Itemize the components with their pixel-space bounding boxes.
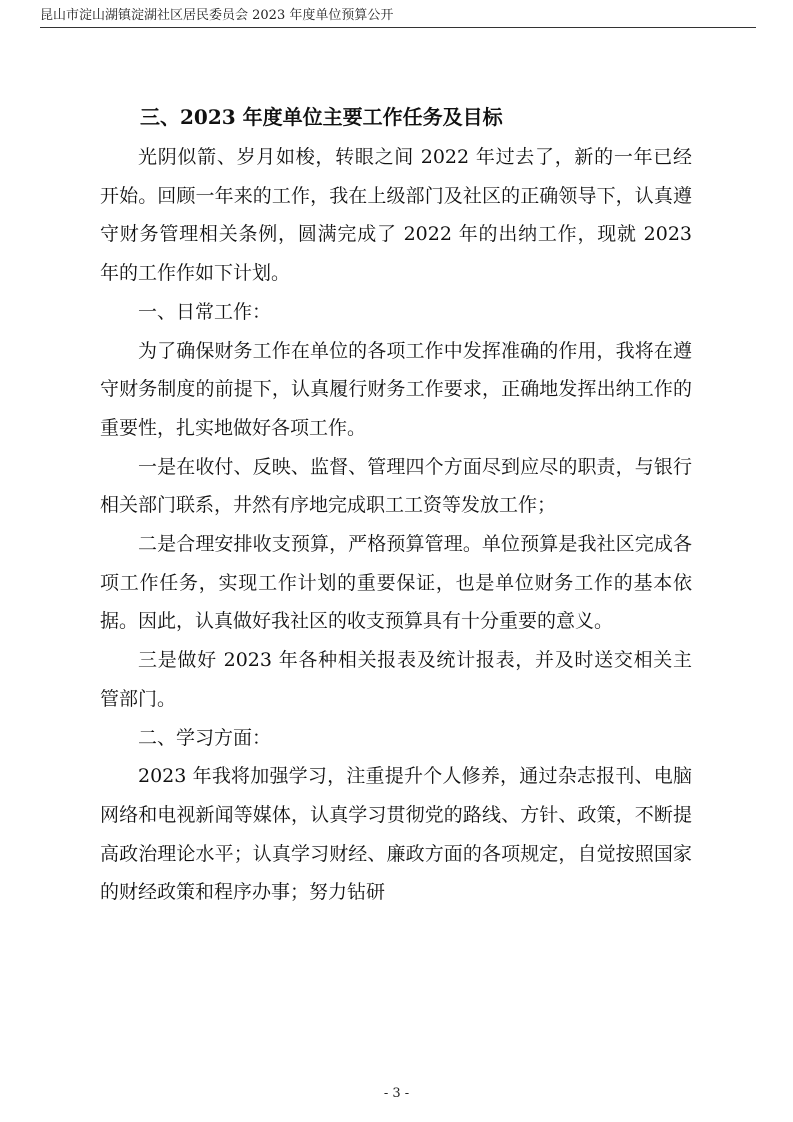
paragraph-daily-work: 为了确保财务工作在单位的各项工作中发挥准确的作用，我将在遵守财务制度的前提下，认真履行财务工作要求，正确地发挥出纳工作的重要性，扎实地做好各项工作。 <box>100 339 692 439</box>
paragraph-item-three: 三是做好 2023 年各种相关报表及统计报表，并及时送交相关主管部门。 <box>100 649 692 710</box>
section-title: 三、2023 年度单位主要工作任务及目标 <box>140 105 503 129</box>
page-header: 昆山市淀山湖镇淀湖社区居民委员会 2023 年度单位预算公开 <box>40 8 394 23</box>
paragraph-study: 2023 年我将加强学习，注重提升个人修养，通过杂志报刊、电脑网络和电视新闻等媒体，认真学习贯彻党的路线、方针、政策，不断提高政治理论水平；认真学习财经、廉政方面的各项规定，自觉按照国家的财经政策和程序办事；努力钻研 <box>100 765 692 904</box>
paragraph-intro: 光阴似箭、岁月如梭，转眼之间 2022 年过去了，新的一年已经开始。回顾一年来的工作，我在上级部门及社区的正确领导下，认真遵守财务管理相关条例，圆满完成了 2022 年的出纳工作，现就 2023 年的工作作如下计划。 <box>100 146 692 285</box>
subheading-daily-work: 一、日常工作： <box>138 300 272 323</box>
paragraph-item-two: 二是合理安排收支预算，严格预算管理。单位预算是我社区完成各项工作任务，实现工作计划的重要保证，也是单位财务工作的基本依据。因此，认真做好我社区的收支预算具有十分重要的意义。 <box>100 533 692 633</box>
document-body <box>100 96 692 912</box>
paragraph-item-one: 一是在收付、反映、监督、管理四个方面尽到应尽的职责，与银行相关部门联系，井然有序地完成职工工资等发放工作； <box>100 455 692 517</box>
header-divider <box>40 27 756 28</box>
subheading-study: 二、学习方面： <box>138 726 272 749</box>
page-number: - 3 - <box>383 1086 410 1101</box>
